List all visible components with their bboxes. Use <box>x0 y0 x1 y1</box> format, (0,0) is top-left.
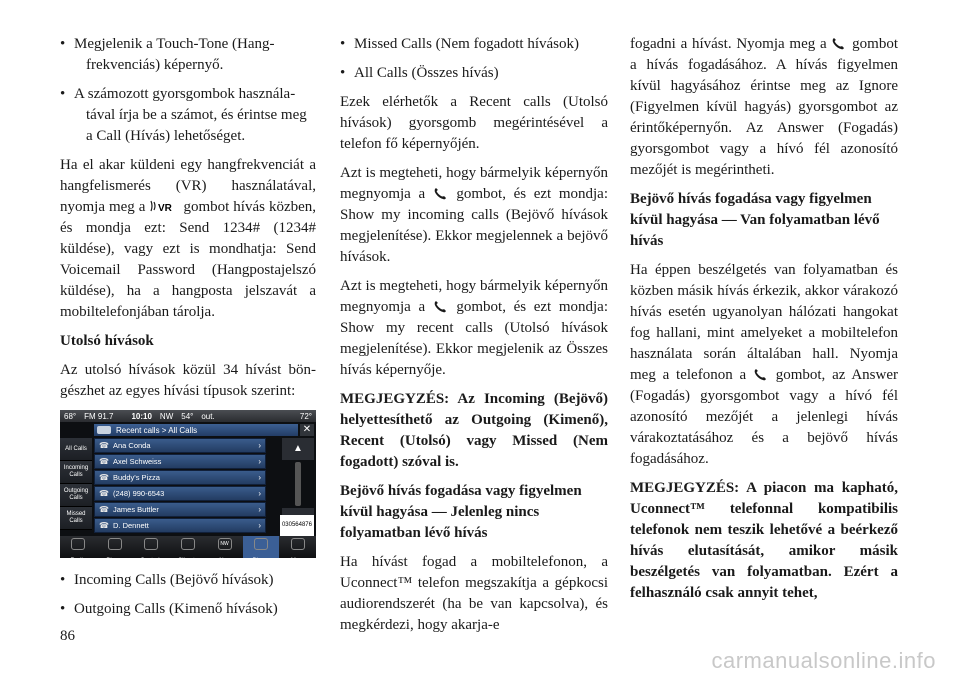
radio-icon <box>71 538 85 550</box>
paragraph: Azt is megteheti, hogy bármelyik képernyőn megnyomja a gombot, és ezt mondja: Show my incoming calls (Bejövő hívások megjelenítése). Ekkor megjelennek a bejövő hívások. <box>340 165 609 265</box>
phone-icon <box>254 538 268 550</box>
list-item[interactable]: ☎ (248) 990-6543 › <box>94 486 266 501</box>
paragraph: fogadni a hívást. Nyomja meg a gombot a hívás fogadásához. A hívás figyelmen kívül hagyásához érintse meg az Ignore (Figyelmen kívül hagyás) gyorsgombot az érintőképernyőn. Az Answer (Fogadás) gyorsgombot vagy a hívó fél azonosító mezőjét is megérintheti. <box>630 36 899 178</box>
nav-radio[interactable]: Radio <box>60 536 97 558</box>
scrollbar[interactable] <box>295 462 301 506</box>
heading-recent-calls: Utolsó hívások <box>60 333 154 349</box>
tab-all-calls[interactable]: All Calls <box>60 438 92 461</box>
phone-icon <box>433 300 449 314</box>
svg-text:VR: VR <box>158 203 173 214</box>
vr-voice-icon <box>149 199 179 214</box>
paragraph-recent: Az utolsó hívások közül 34 hívást böngészhet az egyes hívási típusok szerint: <box>60 362 316 399</box>
nav-more[interactable]: More <box>279 536 316 558</box>
call-type-tabs <box>60 438 92 530</box>
phone-icon: ☎ <box>99 504 109 514</box>
chevron-right-icon: › <box>258 473 261 482</box>
chevron-right-icon: › <box>258 457 261 466</box>
bullet-item: • Outgoing Calls (Kimenő hívások) <box>60 599 316 620</box>
chevron-right-icon: › <box>258 441 261 450</box>
tab-incoming-calls[interactable]: Incoming Calls <box>60 461 92 484</box>
chevron-right-icon: › <box>258 505 261 514</box>
nav-player[interactable]: Player <box>97 536 134 558</box>
note: MEGJEGYZÉS: Az Incoming (Bejövő) helyettesíthető az Outgoing (Kimenő), Recent (Utolsó) vagy Missed (Nem fogadott) szóval is. <box>340 391 608 470</box>
back-button[interactable] <box>97 426 111 434</box>
image-code: 030564876 <box>280 515 314 536</box>
bullet-item: • Incoming Calls (Bejövő hívások) <box>60 570 316 591</box>
list-item[interactable]: ☎ James Buttler › <box>94 502 266 517</box>
scroll-up-button[interactable]: ▲ <box>282 438 314 460</box>
phone-icon <box>753 368 769 382</box>
bullet-item: • A számozott gyorsgombok használatával írja be a számot, és érintse meg a Call (Hívás) lehetőséget. <box>60 84 316 147</box>
heading-incoming-no-call: Bejövő hívás fogadása vagy figyelmen kívül hagyása — Jelenleg nincs folyamatban lévő hívás <box>340 483 582 541</box>
phone-icon: ☎ <box>99 520 109 530</box>
nav-phone[interactable]: Phone <box>243 536 280 558</box>
paragraph: Azt is megteheti, hogy bármelyik képernyőn megnyomja a gombot, és ezt mondja: Show my recent calls (Utolsó hívások megjelenítése). Ekkor megjelenik az Összes hívás képernyője. <box>340 278 609 378</box>
chevron-right-icon: › <box>258 489 261 498</box>
bottom-nav <box>60 536 316 564</box>
watermark: carmanualsonline.info <box>711 648 936 673</box>
paragraph: Ha hívást fogad a mobiltelefonon, a Uconnect™ telefon megszakítja a gépkocsi audiorendszerét (ha be van kapcsolva), és megkérdezi, hogy akarja-e <box>340 554 608 633</box>
phone-icon: ☎ <box>99 440 109 450</box>
controls-icon <box>144 538 158 550</box>
close-button[interactable]: ✕ <box>300 424 314 436</box>
list-item[interactable]: ☎ D. Dennett › <box>94 518 266 533</box>
list-item[interactable]: ☎ Axel Schweiss › <box>94 454 266 469</box>
phone-icon: ☎ <box>99 488 109 498</box>
bullet-item: • Missed Calls (Nem fogadott hívások) <box>340 34 608 55</box>
list-item[interactable]: ☎ Buddy's Pizza › <box>94 470 266 485</box>
screen-header: Recent calls > All Calls <box>94 424 298 436</box>
status-bar: 68° FM 91.7 10:10 NW 54° out. 72° <box>60 410 316 422</box>
page-number: 86 <box>60 628 75 644</box>
phone-icon: ☎ <box>99 472 109 482</box>
paragraph: Ha éppen beszélgetés van folyamatban és közben másik hívás érkezik, akkor várakozó hívás esetén ugyanolyan hálózati hangokat fog hallani, mint amelyeket a mobiltelefon használata során általában hall. Nyomja meg a telefonon a gombot, az Answer (Fogadás) gyorsgombot vagy a hívó fél azonosító mezőjét a jelenlegi hívás várakoztatásához és a bejövő hívás fogadásához. <box>630 262 898 467</box>
recent-calls-screenshot <box>60 410 316 564</box>
list-item[interactable]: ☎ Ana Conda › <box>94 438 266 453</box>
column-3 <box>630 34 898 612</box>
tab-missed-calls[interactable]: Missed Calls <box>60 507 92 530</box>
phone-icon <box>433 187 449 201</box>
paragraph: Ezek elérhetők a Recent calls (Utolsó hívások) gyorsgomb megérintésével a telefon fő képernyőjén. <box>340 94 608 152</box>
column-2 <box>340 34 608 644</box>
bullet-item: • Megjelenik a Touch-Tone (Hangfrekvenciás) képernyő. <box>60 34 316 76</box>
player-icon <box>108 538 122 550</box>
call-list <box>94 438 266 534</box>
tab-outgoing-calls[interactable]: Outgoing Calls <box>60 484 92 507</box>
phone-icon: ☎ <box>99 456 109 466</box>
climate-icon <box>181 538 195 550</box>
column-1 <box>60 34 316 628</box>
heading-incoming-active-call: Bejövő hívás fogadása vagy figyelmen kívül hagyása — Van folyamatban lévő hívás <box>630 191 880 249</box>
nav-climate[interactable]: Climate <box>170 536 207 558</box>
bullet-item: • All Calls (Összes hívás) <box>340 63 608 84</box>
chevron-right-icon: › <box>258 521 261 530</box>
more-icon <box>291 538 305 550</box>
nav-controls[interactable]: Controls <box>133 536 170 558</box>
note: MEGJEGYZÉS: A piacon ma kapható, Uconnect™ telefonnal kompatibilis telefonok nem teszik lehetővé a beérkező hívás elutasítását, amikor másik beszélgetés van folyamatban. Ezért a felhasználó csak annyit tehet, <box>630 480 898 601</box>
paragraph-send-tone: Ha el akar küldeni egy hangfrekvenciát a hangfelismerés (VR) használatával, nyomja meg a VR gombot hívás közben, és mondja ezt: Send 1234# (1234# küldése), vagy ezt is mondhatja: Send Voicemail Password (Hangpostajelszó küldése), ha a hangposta jelszavát a mobiltelefonjában tárolja. <box>60 157 317 320</box>
compass-icon: NW <box>218 538 232 550</box>
nav-nav[interactable]: NW Nav <box>206 536 243 558</box>
phone-icon <box>831 37 847 51</box>
